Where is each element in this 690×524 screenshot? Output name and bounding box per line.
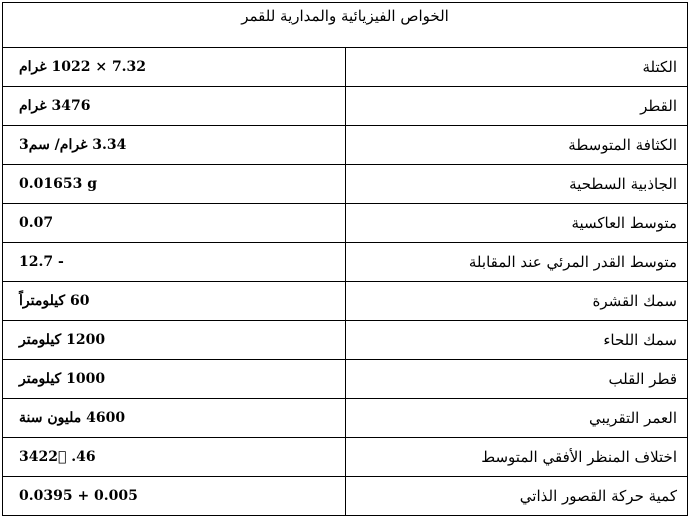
property-name: متوسط العاكسية [345,204,688,243]
table-title-row [3,3,688,48]
property-value-text: 3476 غرام [19,98,91,114]
property-name: متوسط القدر المرئي عند المقابلة [345,243,688,282]
table-title: الخواص الفيزيائية والمدارية للقمر [3,3,688,48]
table-row [3,282,688,321]
property-value-text: 7.32 × 1022 غرام [19,59,147,75]
property-value-text: 0.01653 g [19,176,97,192]
property-value [3,243,346,282]
property-value-text: 1200 كيلومتر [19,332,106,348]
property-value [3,87,346,126]
property-value [3,360,346,399]
property-name: سمك القشرة [345,282,688,321]
property-name: الجاذبية السطحية [345,165,688,204]
property-value [3,321,346,360]
property-value-text: 4600 مليون سنة [19,410,126,426]
table-row [3,87,688,126]
property-value [3,477,346,516]
table-row [3,399,688,438]
table-row [3,477,688,516]
property-value [3,399,346,438]
table-row [3,438,688,477]
property-name: سمك اللحاء [345,321,688,360]
property-value-text: 0.0395 + 0.005 [19,488,138,504]
property-value [3,126,346,165]
property-value-text: 12.7 - [19,254,64,270]
property-value-text: 3422ً .46 [19,449,96,465]
property-value [3,438,346,477]
table-row [3,360,688,399]
table-row [3,165,688,204]
property-name: القطر [345,87,688,126]
table-row [3,243,688,282]
property-value [3,165,346,204]
table-row [3,126,688,165]
property-value [3,204,346,243]
property-name: قطر القلب [345,360,688,399]
property-name: العمر التقريبي [345,399,688,438]
table-row [3,321,688,360]
property-name: كمية حركة القصور الذاتي [345,477,688,516]
property-name: الكتلة [345,48,688,87]
property-value [3,282,346,321]
property-value-text: 60 كيلومتراً [19,293,90,309]
property-name: اختلاف المنظر الأفقي المتوسط [345,438,688,477]
property-value-text: 3.34 غرام/ سم3 [19,137,127,153]
moon-properties-table [2,2,688,516]
property-value [3,48,346,87]
property-value-text: 0.07 [19,215,54,231]
property-value-text: 1000 كيلومتر [19,371,106,387]
property-name: الكثافة المتوسطة [345,126,688,165]
table-row [3,48,688,87]
table-row [3,204,688,243]
document-page [2,2,688,522]
